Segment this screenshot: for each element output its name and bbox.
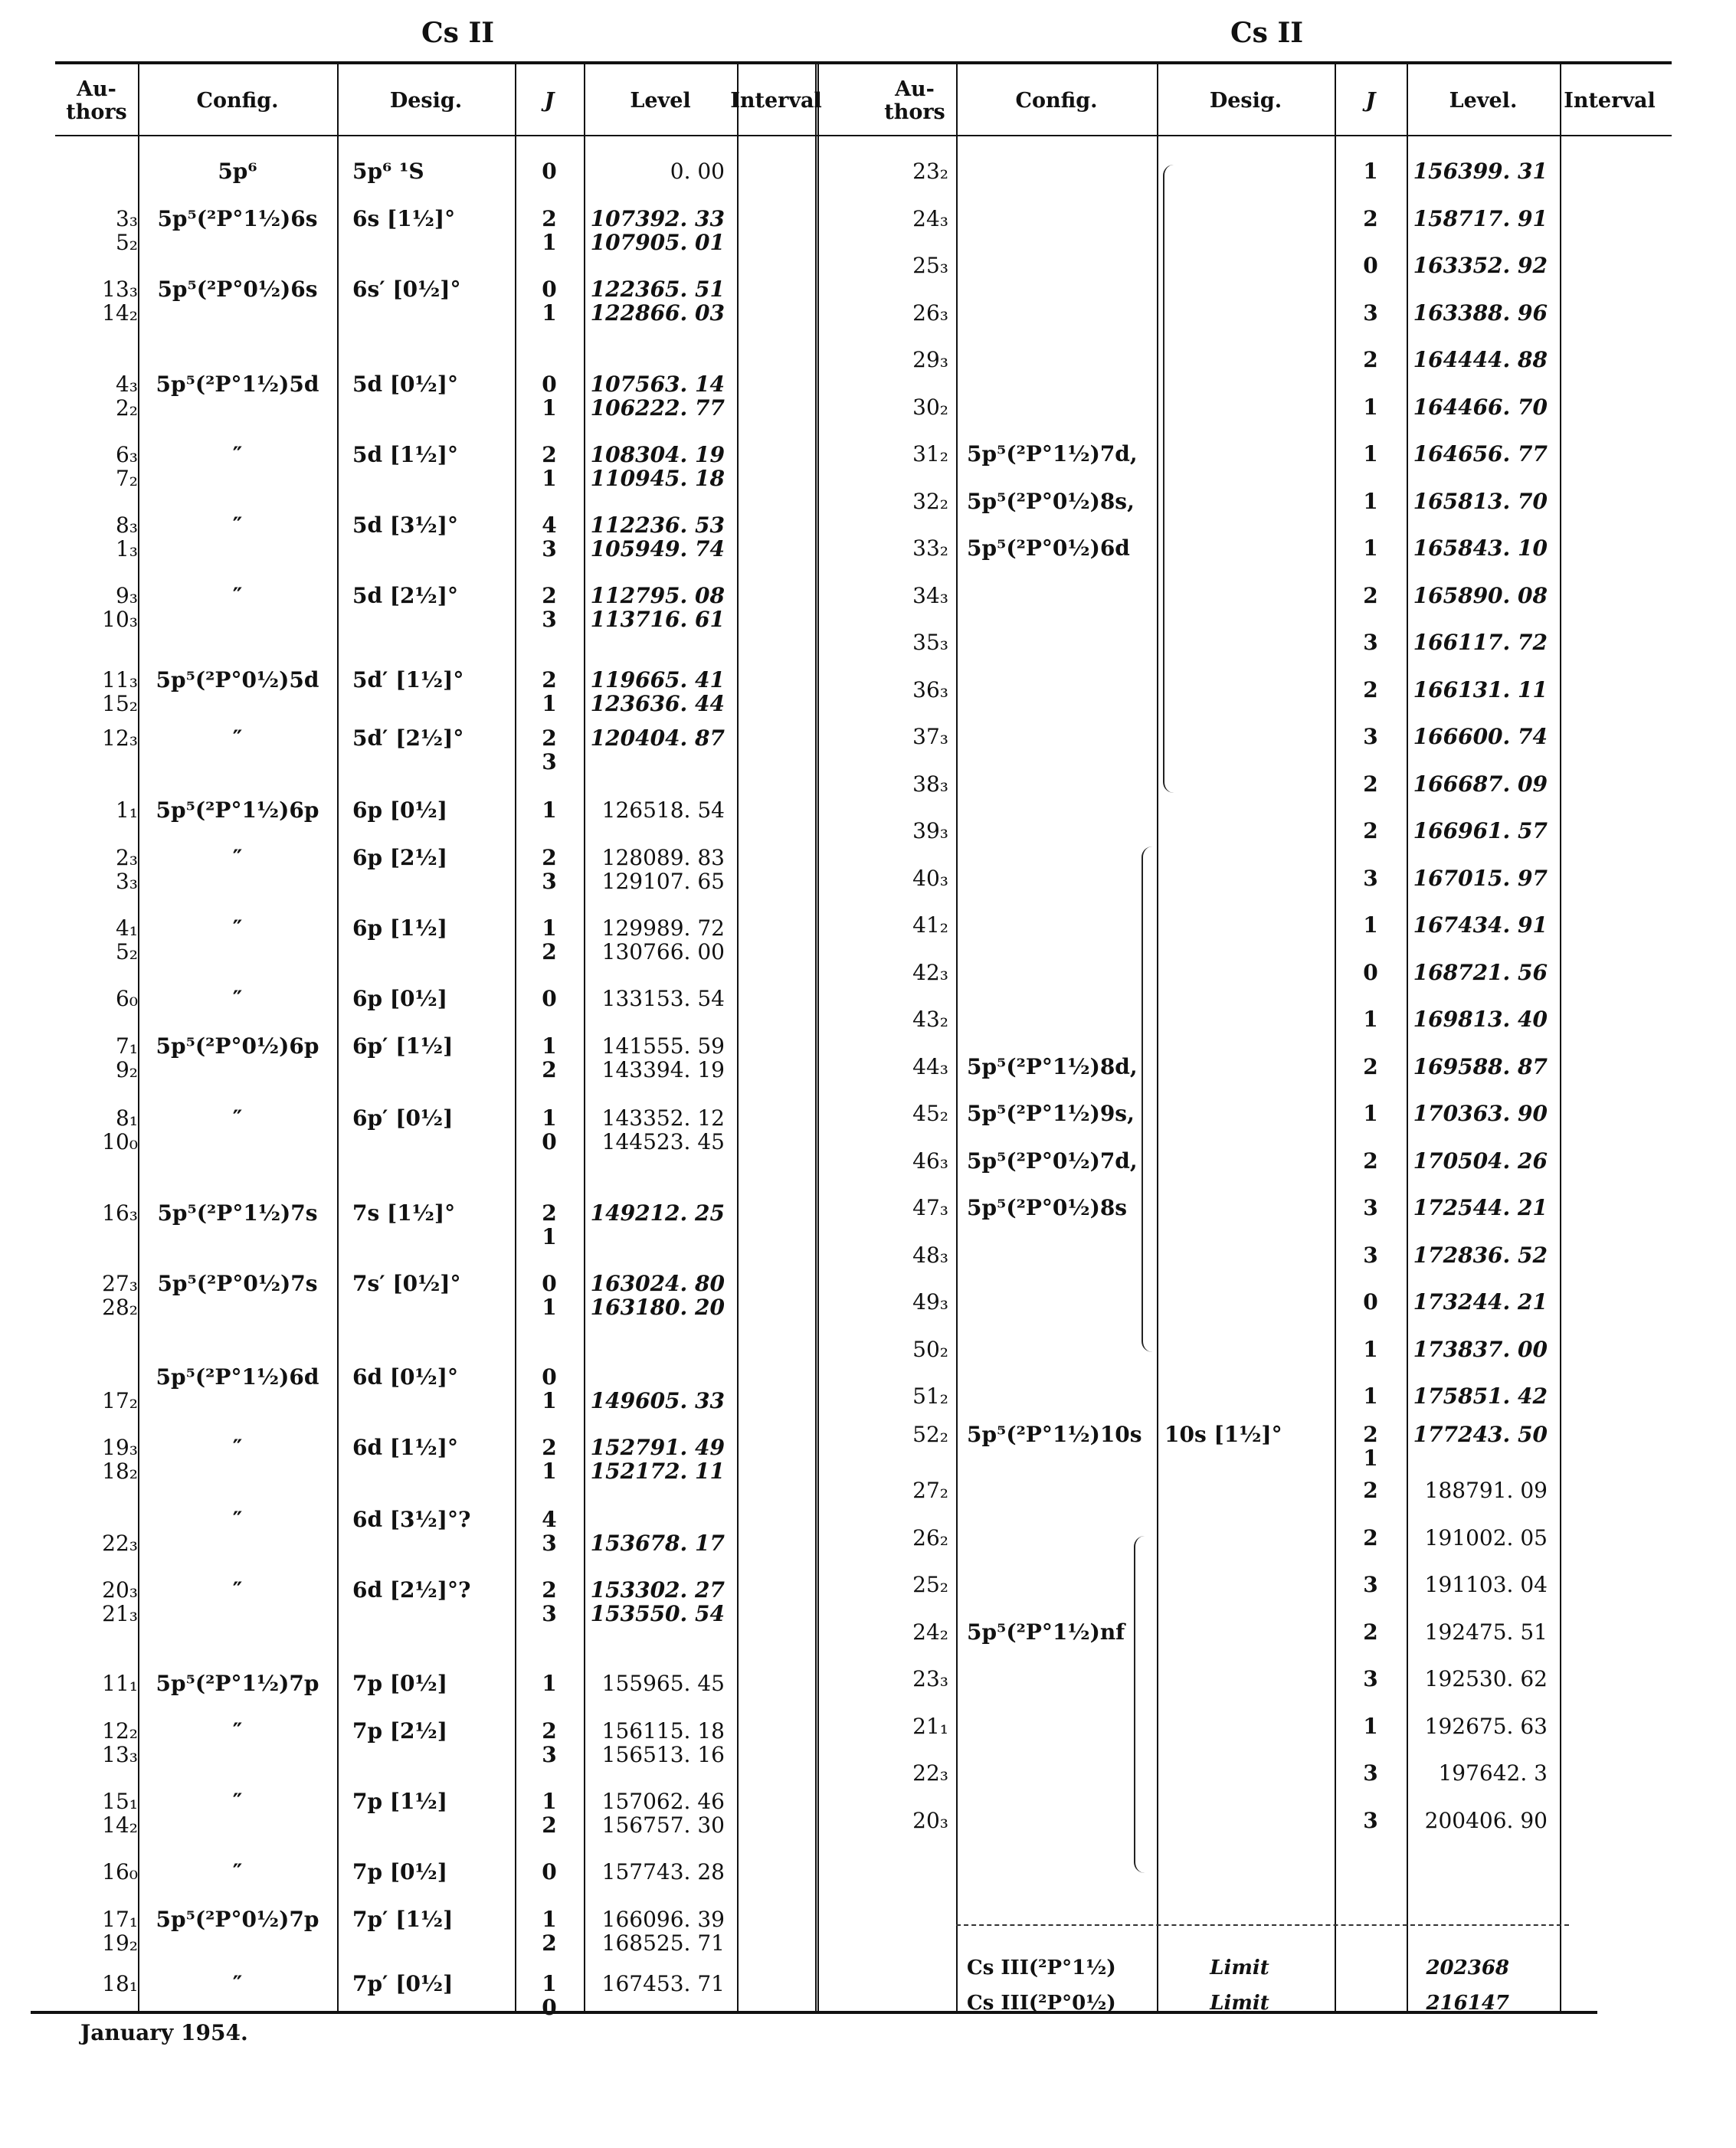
config-cell: 5p⁶ [218, 159, 257, 184]
header-rule [55, 135, 1672, 136]
designation-cell: 6d [3½]°? [352, 1507, 471, 1532]
limit-label: Limit [1210, 1956, 1269, 1979]
authors-cell: 18₁ [102, 1971, 138, 1996]
authors-cell: 21₁ [912, 1713, 948, 1739]
designation-cell: 6s′ [0½]° [352, 277, 461, 302]
config-cell: 5p⁵(²P°1½)8d, [967, 1053, 1138, 1079]
authors-cell: 39₃ [912, 818, 948, 843]
designation-cell: 6p′ [0½] [352, 1105, 454, 1131]
config-cell: 5p⁵(²P°0½)7s [157, 1271, 318, 1296]
level-cell: 192675. 63 [1424, 1713, 1548, 1739]
config-cell: ″ [232, 512, 243, 538]
limit-label: Limit [1210, 1992, 1269, 2015]
col-rule [956, 63, 958, 2011]
group-brace [1134, 1536, 1146, 1873]
config-cell: 5p⁵(²P°1½)6p [156, 797, 319, 823]
j-cell: 3 [1363, 1807, 1378, 1833]
col-rule [737, 63, 739, 2011]
group-brace [1142, 846, 1154, 1352]
j-cell: 1 2 [542, 1033, 557, 1082]
header-config-right: Config. [1015, 89, 1098, 113]
authors-cell: 25₃ [912, 253, 948, 278]
j-cell: 1 [1363, 488, 1378, 514]
designation-cell: 5d [1½]° [352, 442, 458, 467]
config-cell: 5p⁵(²P°1½)7d, [967, 441, 1138, 467]
j-cell: 1 2 [542, 1789, 557, 1838]
level-cell: 192530. 62 [1424, 1666, 1548, 1691]
authors-cell: 30₂ [912, 394, 948, 420]
j-cell: 1 0 [542, 1971, 557, 2020]
j-cell: 3 [1363, 300, 1378, 326]
authors-cell: 16₃ [102, 1200, 138, 1226]
authors-cell: 43₂ [912, 1007, 948, 1032]
authors-cell: 11₃ 15₂ [102, 667, 138, 716]
authors-cell: 17₁ 19₂ [102, 1907, 138, 1956]
page-title-right: Cs II [1230, 17, 1304, 49]
j-cell: 1 2 [542, 915, 557, 964]
level-cell: 172836. 52 [1413, 1242, 1548, 1268]
authors-cell: 24₃ [912, 205, 948, 231]
level-cell: 166600. 74 [1413, 724, 1548, 749]
j-cell: 2 [1363, 1478, 1378, 1503]
designation-cell: 5d′ [2½]° [352, 725, 464, 751]
j-cell: 2 [1363, 676, 1378, 702]
level-cell: 153302. 27 153550. 54 [590, 1577, 725, 1626]
limit-level: 202368 [1426, 1956, 1509, 1979]
j-cell: 1 [1363, 394, 1378, 420]
j-cell: 3 [1363, 724, 1378, 749]
level-cell: 126518. 54 [601, 797, 725, 823]
authors-cell: 20₃ 21₃ [102, 1577, 138, 1626]
level-cell: 173244. 21 [1413, 1289, 1548, 1315]
config-cell: ″ [232, 1577, 243, 1603]
level-cell: 112795. 08 113716. 61 [590, 583, 725, 632]
designation-cell: 6d [0½]° [352, 1364, 458, 1390]
header-j: J [544, 89, 555, 113]
level-cell: 112236. 53 105949. 74 [590, 512, 725, 562]
level-cell: 192475. 51 [1424, 1619, 1548, 1645]
col-rule [337, 63, 339, 2011]
level-cell: 158717. 91 [1413, 205, 1548, 231]
authors-cell: 4₁ 5₂ [115, 915, 138, 964]
level-cell: 170504. 26 [1413, 1148, 1548, 1174]
config-cell: 5p⁵(²P°1½)nf [967, 1619, 1125, 1645]
j-cell: 2 [1363, 1148, 1378, 1174]
config-cell: 5p⁵(²P°1½)6s [157, 206, 318, 231]
designation-cell: 6p [1½] [352, 915, 447, 941]
authors-cell: 26₂ [912, 1524, 948, 1550]
designation-cell: 6s [1½]° [352, 206, 456, 231]
designation-cell: 5p⁶ ¹S [352, 159, 424, 184]
level-cell: 169813. 40 [1413, 1007, 1548, 1032]
header-config: Config. [196, 89, 279, 113]
authors-cell: 51₂ [912, 1383, 948, 1409]
authors-cell: 46₃ [912, 1148, 948, 1174]
authors-cell: 41₂ [912, 912, 948, 938]
level-cell: 177243. 50 [1413, 1421, 1548, 1447]
j-cell: 2 1 [542, 667, 557, 716]
authors-cell: 16₀ [102, 1859, 138, 1884]
level-cell: 163352. 92 [1413, 253, 1548, 278]
j-cell: 1 [1363, 1713, 1378, 1739]
authors-cell: 20₃ [912, 1807, 948, 1833]
designation-cell: 7s′ [0½]° [352, 1271, 461, 1296]
designation-cell: 6d [2½]°? [352, 1577, 471, 1603]
designation-cell: 7p′ [1½] [352, 1907, 454, 1932]
config-cell: 5p⁵(²P°0½)7p [156, 1907, 319, 1932]
limit-config: Cs III(²P°0½) [967, 1992, 1116, 2015]
level-cell: 164444. 88 [1413, 347, 1548, 372]
authors-cell: 17₂ [102, 1388, 138, 1413]
j-cell: 2 [1363, 582, 1378, 608]
config-cell: 5p⁵(²P°1½)5d [156, 372, 319, 397]
j-cell: 4 3 [542, 1507, 557, 1556]
j-cell: 0 [542, 986, 557, 1011]
config-cell: 5p⁵(²P°0½)6d [967, 535, 1130, 561]
config-cell: ″ [232, 442, 243, 467]
j-cell: 3 [1363, 1572, 1378, 1597]
j-cell: 1 [1363, 1336, 1378, 1362]
level-cell: 197642. 3 [1438, 1760, 1548, 1786]
header-authors-right: Au- thors [884, 77, 945, 124]
authors-cell: 3₃ 5₂ [115, 206, 138, 255]
level-cell: 133153. 54 [601, 986, 725, 1011]
j-cell: 3 [1363, 630, 1378, 655]
j-cell: 1 0 [542, 1105, 557, 1154]
level-cell: 169588. 87 [1413, 1053, 1548, 1079]
config-cell: ″ [232, 583, 243, 608]
level-cell: 167453. 71 [601, 1971, 725, 1996]
authors-cell: 38₃ [912, 771, 948, 797]
config-cell: ″ [232, 915, 243, 941]
j-cell: 1 [1363, 535, 1378, 561]
designation-cell: 5d′ [1½]° [352, 667, 464, 693]
config-cell: 5p⁵(²P°1½)6d [156, 1364, 319, 1390]
authors-cell: 23₂ [912, 159, 948, 184]
group-brace [1163, 165, 1175, 793]
config-cell: 5p⁵(²P°0½)7d, [967, 1148, 1138, 1174]
config-cell: ″ [232, 1971, 243, 1996]
authors-cell: 15₁ 14₂ [102, 1789, 138, 1838]
col-rule [1157, 63, 1158, 2011]
authors-cell: 6₀ [115, 986, 138, 1011]
config-cell: 5p⁵(²P°1½)7p [156, 1671, 319, 1696]
j-cell: 4 3 [542, 512, 557, 562]
authors-cell: 8₃ 1₃ [115, 512, 138, 562]
authors-cell: 12₂ 13₃ [102, 1718, 138, 1767]
j-cell: 2 1 [542, 206, 557, 255]
limit-config: Cs III(²P°1½) [967, 1956, 1116, 1979]
j-cell: 1 [1363, 912, 1378, 938]
level-cell: 149212. 25 [590, 1200, 725, 1226]
j-cell: 2 [1363, 347, 1378, 372]
authors-cell: 22₃ [102, 1531, 138, 1556]
level-cell: 108304. 19 110945. 18 [590, 442, 725, 491]
level-cell: 170363. 90 [1413, 1101, 1548, 1126]
authors-cell: 2₃ 3₃ [115, 845, 138, 894]
designation-cell: 10s [1½]° [1164, 1421, 1282, 1447]
config-cell: 5p⁵(²P°1½)10s [967, 1421, 1142, 1447]
authors-cell: 24₂ [912, 1619, 948, 1645]
authors-cell: 1₁ [115, 797, 138, 823]
level-cell: 188791. 09 [1424, 1478, 1548, 1503]
authors-cell: 50₂ [912, 1336, 948, 1362]
level-cell: 191103. 04 [1424, 1572, 1548, 1597]
config-cell: ″ [232, 1105, 243, 1131]
level-cell: 166117. 72 [1413, 630, 1548, 655]
j-cell: 0 [1363, 253, 1378, 278]
level-cell: 175851. 42 [1413, 1383, 1548, 1409]
level-cell: 163024. 80 163180. 20 [590, 1271, 725, 1320]
j-cell: 2 3 [542, 1718, 557, 1767]
j-cell: 2 [1363, 1524, 1378, 1550]
authors-cell: 26₃ [912, 300, 948, 326]
j-cell: 2 [1363, 771, 1378, 797]
config-cell: ″ [232, 725, 243, 751]
authors-cell: 45₂ [912, 1101, 948, 1126]
designation-cell: 6d [1½]° [352, 1435, 458, 1460]
level-cell: 152791. 49 152172. 11 [590, 1435, 725, 1484]
j-cell: 2 3 [542, 725, 557, 774]
designation-cell: 7p [0½] [352, 1859, 447, 1884]
level-cell: 129989. 72 130766. 00 [601, 915, 725, 964]
designation-cell: 6p [0½] [352, 986, 447, 1011]
config-cell: ″ [232, 1435, 243, 1460]
j-cell: 2 1 [542, 1435, 557, 1484]
j-cell: 3 [1363, 1666, 1378, 1691]
designation-cell: 7p [1½] [352, 1789, 447, 1814]
authors-cell: 13₃ 14₂ [102, 277, 138, 326]
authors-cell: 22₃ [912, 1760, 948, 1786]
config-cell: ″ [232, 1859, 243, 1884]
config-cell: ″ [232, 1507, 243, 1532]
j-cell: 2 1 [542, 1200, 557, 1249]
authors-cell: 12₃ [102, 725, 138, 751]
config-cell: 5p⁵(²P°0½)8s [967, 1195, 1128, 1220]
j-cell: 2 [1363, 818, 1378, 843]
header-interval: Interval [730, 89, 822, 113]
level-cell: 172544. 21 [1413, 1195, 1548, 1220]
config-cell: 5p⁵(²P°1½)7s [157, 1200, 318, 1226]
authors-cell: 23₃ [912, 1666, 948, 1691]
header-desig-right: Desig. [1209, 89, 1282, 113]
top-rule [55, 61, 1672, 64]
col-rule [1560, 63, 1561, 2011]
level-cell: 166096. 39 168525. 71 [601, 1907, 725, 1956]
authors-cell: 7₁ 9₂ [115, 1033, 138, 1082]
level-cell: 164466. 70 [1413, 394, 1548, 420]
j-cell: 0 1 [542, 277, 557, 326]
authors-cell: 29₃ [912, 347, 948, 372]
level-cell: 156115. 18 156513. 16 [601, 1718, 725, 1767]
j-cell: 2 1 [542, 442, 557, 491]
j-cell: 3 [1363, 1195, 1378, 1220]
authors-cell: 35₃ [912, 630, 948, 655]
config-cell: 5p⁵(²P°0½)6p [156, 1033, 319, 1059]
authors-cell: 27₃ 28₂ [102, 1271, 138, 1320]
header-desig: Desig. [389, 89, 463, 113]
j-cell: 2 [1363, 1053, 1378, 1079]
authors-cell: 48₃ [912, 1242, 948, 1268]
header-authors: Au- thors [66, 77, 127, 124]
j-cell: 0 [1363, 1289, 1378, 1315]
j-cell: 3 [1363, 1242, 1378, 1268]
j-cell: 3 [1363, 1760, 1378, 1786]
designation-cell: 6p [0½] [352, 797, 447, 823]
designation-cell: 5d [2½]° [352, 583, 458, 608]
j-cell: 0 [542, 159, 557, 184]
level-cell: 163388. 96 [1413, 300, 1548, 326]
designation-cell: 7p′ [0½] [352, 1971, 454, 1996]
j-cell: 0 [542, 1859, 557, 1884]
level-cell: 157743. 28 [601, 1859, 725, 1884]
config-cell: 5p⁵(²P°1½)9s, [967, 1101, 1135, 1126]
authors-cell: 52₂ [912, 1421, 948, 1447]
j-cell: 0 [1363, 959, 1378, 985]
j-cell: 1 [1363, 1007, 1378, 1032]
level-cell: 156399. 31 [1413, 159, 1548, 184]
j-cell: 2 1 [1363, 1421, 1378, 1471]
bottom-rule [31, 2011, 1597, 2014]
j-cell: 2 3 [542, 1577, 557, 1626]
level-cell: 107563. 14 106222. 77 [590, 372, 725, 421]
designation-cell: 7p [0½] [352, 1671, 447, 1696]
designation-cell: 5d [3½]° [352, 512, 458, 538]
level-cell: 0. 00 [670, 159, 725, 184]
config-cell: ″ [232, 1718, 243, 1744]
designation-cell: 6p [2½] [352, 845, 447, 870]
header-interval-right: Interval [1564, 89, 1656, 113]
designation-cell: 7s [1½]° [352, 1200, 456, 1226]
level-cell: 153678. 17 [590, 1531, 725, 1556]
authors-cell: 49₃ [912, 1289, 948, 1315]
authors-cell: 34₃ [912, 582, 948, 608]
level-cell: 166687. 09 [1413, 771, 1548, 797]
designation-cell: 7p [2½] [352, 1718, 447, 1744]
authors-cell: 4₃ 2₂ [115, 372, 138, 421]
authors-cell: 44₃ [912, 1053, 948, 1079]
footer-date: January 1954. [80, 2020, 248, 2045]
table-divider [815, 63, 819, 2011]
authors-cell: 19₃ 18₂ [102, 1435, 138, 1484]
level-cell: 167434. 91 [1413, 912, 1548, 938]
authors-cell: 36₃ [912, 676, 948, 702]
config-cell: 5p⁵(²P°0½)8s, [967, 488, 1135, 514]
level-cell: 120404. 87 [590, 725, 725, 751]
config-cell: ″ [232, 1789, 243, 1814]
j-cell: 1 [1363, 441, 1378, 467]
level-cell: 168721. 56 [1413, 959, 1548, 985]
level-cell: 155965. 45 [601, 1671, 725, 1696]
level-cell: 173837. 00 [1413, 1336, 1548, 1362]
j-cell: 1 [1363, 1383, 1378, 1409]
authors-cell: 11₁ [102, 1671, 138, 1696]
level-cell: 128089. 83 129107. 65 [601, 845, 725, 894]
header-level: Level [630, 89, 691, 113]
designation-cell: 5d [0½]° [352, 372, 458, 397]
level-cell: 165813. 70 [1413, 488, 1548, 514]
level-cell: 166131. 11 [1413, 676, 1548, 702]
level-cell: 119665. 41 123636. 44 [590, 667, 725, 716]
level-cell: 149605. 33 [590, 1388, 725, 1413]
authors-cell: 33₂ [912, 535, 948, 561]
limit-level: 216147 [1426, 1992, 1509, 2015]
authors-cell: 37₃ [912, 724, 948, 749]
j-cell: 0 1 [542, 1364, 557, 1413]
designation-cell: 6p′ [1½] [352, 1033, 454, 1059]
level-cell: 191002. 05 [1424, 1524, 1548, 1550]
j-cell: 2 3 [542, 845, 557, 894]
j-cell: 1 [542, 1671, 557, 1696]
authors-cell: 27₂ [912, 1478, 948, 1503]
level-cell: 167015. 97 [1413, 865, 1548, 891]
level-cell: 166961. 57 [1413, 818, 1548, 843]
j-cell: 3 [1363, 865, 1378, 891]
j-cell: 1 [1363, 1101, 1378, 1126]
authors-cell: 42₃ [912, 959, 948, 985]
authors-cell: 32₂ [912, 488, 948, 514]
j-cell: 2 [1363, 1619, 1378, 1645]
config-cell: ″ [232, 845, 243, 870]
j-cell: 0 1 [542, 372, 557, 421]
j-cell: 1 2 [542, 1907, 557, 1956]
level-cell: 122365. 51 122866. 03 [590, 277, 725, 326]
authors-cell: 9₃ 10₃ [102, 583, 138, 632]
level-cell: 107392. 33 107905. 01 [590, 206, 725, 255]
j-cell: 2 [1363, 205, 1378, 231]
j-cell: 1 [542, 797, 557, 823]
authors-cell: 6₃ 7₂ [115, 442, 138, 491]
authors-cell: 8₁ 10₀ [102, 1105, 138, 1154]
level-cell: 164656. 77 [1413, 441, 1548, 467]
config-cell: 5p⁵(²P°0½)5d [156, 667, 319, 693]
level-cell: 143352. 12 144523. 45 [601, 1105, 725, 1154]
header-level-right: Level. [1449, 89, 1518, 113]
j-cell: 1 [1363, 159, 1378, 184]
authors-cell: 40₃ [912, 865, 948, 891]
level-cell: 165843. 10 [1413, 535, 1548, 561]
authors-cell: 47₃ [912, 1195, 948, 1220]
config-cell: 5p⁵(²P°0½)6s [157, 277, 318, 302]
level-cell: 165890. 08 [1413, 582, 1548, 608]
config-cell: ″ [232, 986, 243, 1011]
level-cell: 200406. 90 [1424, 1807, 1548, 1833]
j-cell: 0 1 [542, 1271, 557, 1320]
level-cell: 157062. 46 156757. 30 [601, 1789, 725, 1838]
header-j-right: J [1365, 89, 1376, 113]
page-title-left: Cs II [421, 17, 495, 49]
j-cell: 2 3 [542, 583, 557, 632]
limit-separator [956, 1924, 1569, 1926]
level-cell: 141555. 59 143394. 19 [601, 1033, 725, 1082]
authors-cell: 25₂ [912, 1572, 948, 1597]
authors-cell: 31₂ [912, 441, 948, 467]
